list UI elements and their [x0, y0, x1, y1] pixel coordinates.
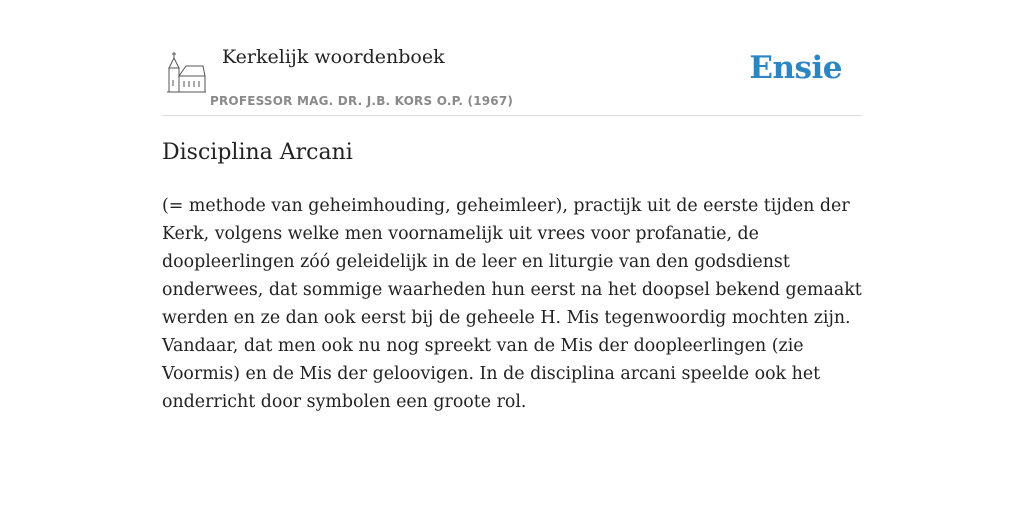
- entry-title: Disciplina Arcani: [162, 140, 353, 165]
- dictionary-title: Kerkelijk woordenboek: [222, 46, 445, 68]
- dictionary-header: [162, 0, 862, 116]
- entry-definition: (= methode van geheimhouding, geheimleer), practijk uit de eerste tijden der Kerk, volgens welke men voornamelijk uit vrees voor profanatie, de doopleerlingen zóó geleidelijk in de leer en liturgie van den godsdienst onderwees, dat sommige waarheden hun eerst na het doopsel bekend gemaakt werden en ze dan ook eerst bij de geheele H. Mis tegenwoordig mochten zijn. Vandaar, dat men ook nu nog spreekt van de Mis der doopleerlingen (zie Voormis) en de Mis der geloovigen. In de disciplina arcani speelde ook het onderricht door symbolen een groote rol.: [162, 196, 862, 412]
- dictionary-author: PROFESSOR MAG. DR. J.B. KORS O.P. (1967): [210, 94, 514, 108]
- ensie-logo-link[interactable]: Ensie: [749, 50, 842, 86]
- church-icon: [166, 50, 206, 94]
- page-container: [162, 0, 862, 412]
